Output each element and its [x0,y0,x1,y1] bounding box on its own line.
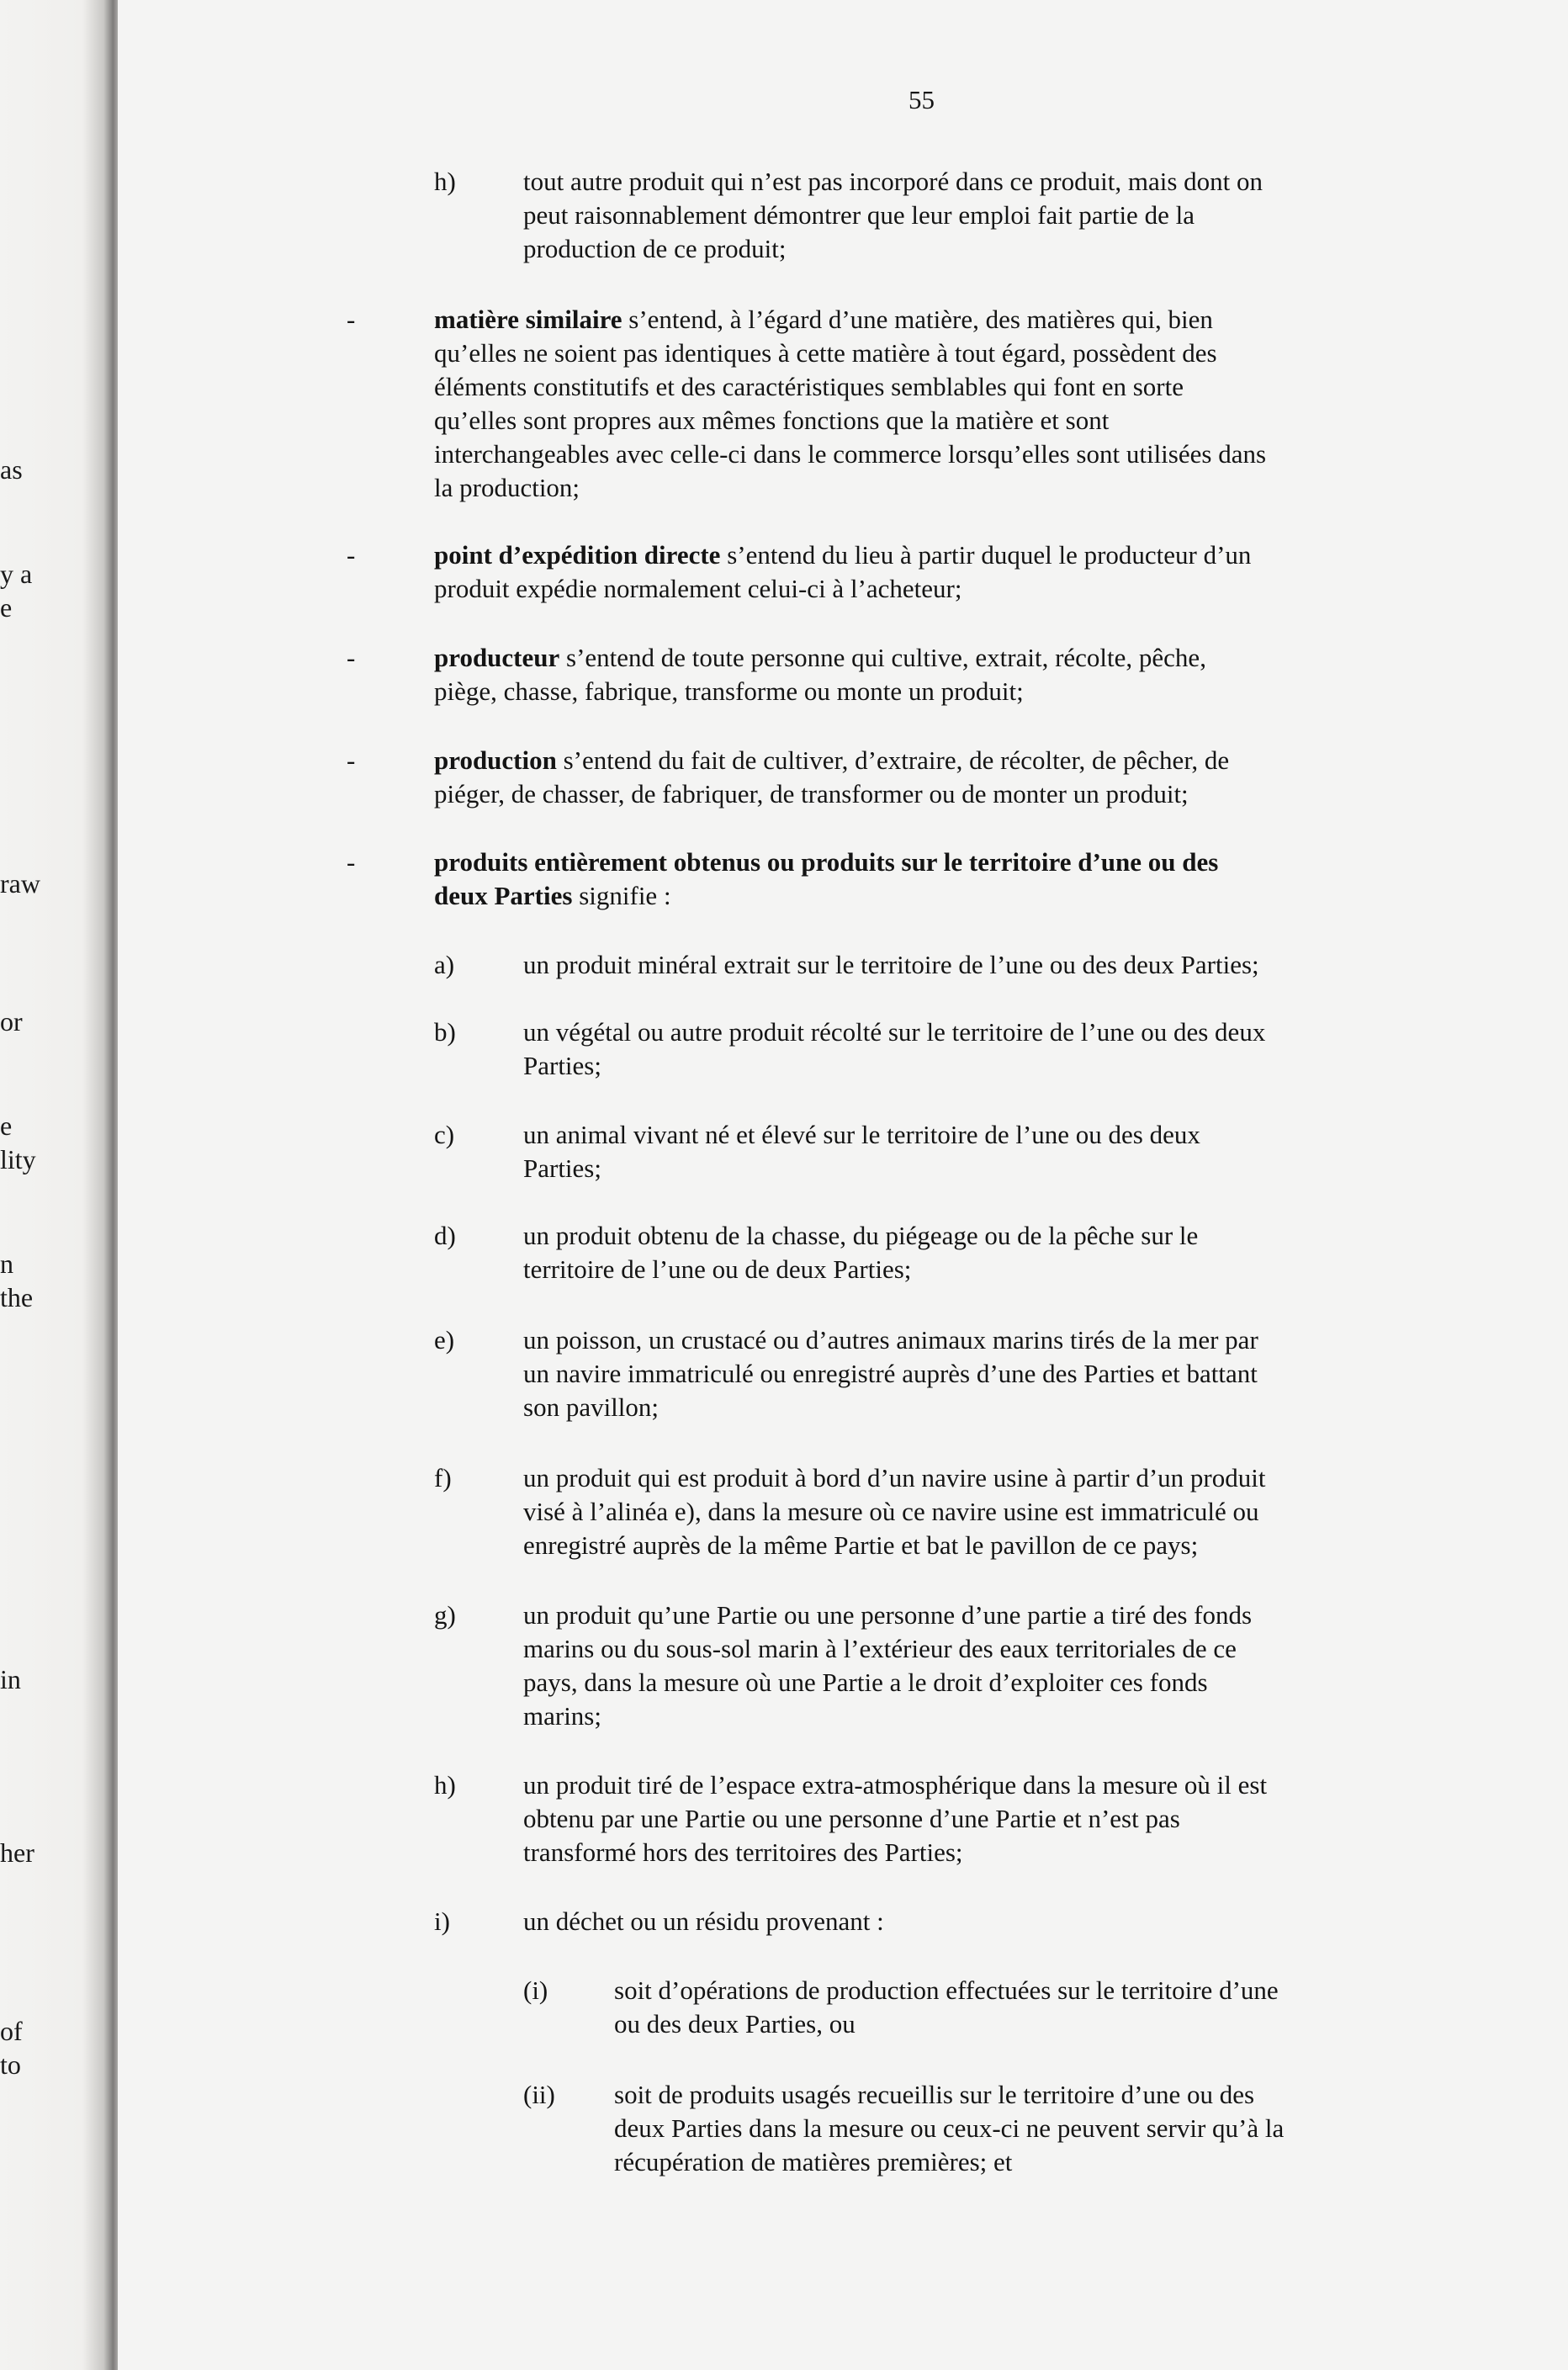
paragraph-item-e [523,1323,1258,1424]
text-line: un animal vivant né et élevé sur le territoire de l’une ou des deux [523,1120,1200,1149]
text-line: Parties; [523,1051,601,1080]
subparagraph-ii [614,2078,1284,2179]
defined-term: point d’expédition directe [434,540,721,570]
previous-page-text-fragment: of [0,2016,23,2046]
text-line: un produit obtenu de la chasse, du piégeage ou de la pêche sur le [523,1221,1199,1250]
defined-term: produits entièrement obtenus ou produits sur le territoire d’une ou des [434,847,1219,877]
previous-page-text-fragment: her [0,1837,34,1868]
item-marker: e) [434,1325,455,1355]
defined-term: producteur [434,643,560,672]
previous-page-text-fragment: e [0,1111,13,1141]
paragraph-item-a [523,948,1259,982]
previous-page-text-fragment: e [0,592,13,623]
dash-marker: - [347,643,356,672]
text-line: tout autre produit qui n’est pas incorporé dans ce produit, mais dont on [523,167,1263,196]
text-line: un produit qu’une Partie ou une personne d’une partie a tiré des fonds [523,1600,1253,1630]
page-number: 55 [908,85,935,114]
previous-page-text-fragment: lity [0,1144,36,1174]
subitem-marker: (ii) [523,2080,555,2109]
previous-page-edge [0,0,105,2370]
paragraph-item-f [523,1461,1265,1562]
text-line: deux Parties dans la mesure ou ceux-ci ne peuvent servir qu’à la [614,2113,1285,2143]
defined-term: deux Parties [434,881,573,910]
text-line: soit d’opérations de production effectuées sur le territoire d’une [614,1975,1279,2005]
definition-point-expedition [434,538,1251,606]
text-line: s’entend de toute personne qui cultive, extrait, récolte, pêche, [559,643,1206,672]
text-line: la production; [434,473,580,502]
text-line: qu’elles sont propres aux mêmes fonctions que la matière et sont [434,406,1110,435]
text-line: interchangeables avec celle-ci dans le commerce lorsqu’elles sont utilisées dans [434,439,1267,469]
definition-matiere-similaire [434,303,1266,505]
text-line: territoire de l’une ou de deux Parties; [523,1254,912,1284]
text-line: visé à l’alinéa e), dans la mesure où ce navire usine est immatriculé ou [523,1497,1259,1526]
previous-page-text-fragment: y a [0,559,33,589]
text-line: transformé hors des territoires des Parties; [523,1837,963,1867]
paragraph-item-g [523,1599,1252,1733]
text-line: récupération de matières premières; et [614,2147,1013,2176]
text-line: enregistré auprès de la même Partie et bat le pavillon de ce pays; [523,1530,1199,1560]
text-line: s’entend, à l’égard d’une matière, des matières qui, bien [622,305,1213,334]
dash-marker: - [347,847,356,877]
text-line: un déchet ou un résidu provenant : [523,1906,884,1936]
previous-page-text-fragment: or [0,1006,23,1037]
definition-producteur [434,641,1206,708]
dash-marker: - [347,745,356,775]
paragraph-item-i [523,1905,884,1938]
previous-page-text-fragment: as [0,454,23,485]
text-line: un navire immatriculé ou enregistré auprès d’une des Parties et battant [523,1359,1258,1388]
previous-page-text-fragment: to [0,2049,21,2080]
text-line: un végétal ou autre produit récolté sur le territoire de l’une ou des deux [523,1017,1266,1047]
document-page [118,0,1568,2370]
dash-marker: - [347,305,356,334]
text-line: pays, dans la mesure où une Partie a le droit d’exploiter ces fonds [523,1667,1208,1697]
text-line: s’entend du lieu à partir duquel le producteur d’un [720,540,1252,570]
text-line: un produit qui est produit à bord d’un navire usine à partir d’un produit [523,1463,1266,1493]
text-line: obtenu par une Partie ou une personne d’une Partie et n’est pas [523,1804,1180,1833]
text-line: soit de produits usagés recueillis sur le territoire d’une ou des [614,2080,1255,2109]
text-line: un produit minéral extrait sur le territoire de l’une ou des deux Parties; [523,950,1259,979]
text-line: un poisson, un crustacé ou d’autres animaux marins tirés de la mer par [523,1325,1258,1355]
paragraph-item-h [523,165,1263,266]
previous-page-text-fragment: the [0,1282,34,1312]
text-line: s’entend du fait de cultiver, d’extraire, de récolter, de pêcher, de [556,745,1230,775]
item-marker: b) [434,1017,456,1047]
text-line: ou des deux Parties, ou [614,2009,856,2039]
definition-production [434,744,1229,811]
previous-page-text-fragment: n [0,1249,13,1279]
text-line: signifie : [572,881,671,910]
paragraph-item-d [523,1219,1198,1286]
text-line: produit expédie normalement celui-ci à l’acheteur; [434,574,962,603]
text-line: piéger, de chasser, de fabriquer, de transformer ou de monter un produit; [434,779,1189,809]
text-line: éléments constitutifs et des caractéristiques semblables qui font en sorte [434,372,1184,401]
text-line: marins ou du sous-sol marin à l’extérieur des eaux territoriales de ce [523,1634,1237,1663]
definition-produits-entierement-obtenus [434,846,1218,913]
subparagraph-i [614,1974,1279,2041]
subitem-marker: (i) [523,1975,548,2005]
previous-page-text-fragment: raw [0,868,40,899]
item-marker: c) [434,1120,455,1149]
text-line: qu’elles ne soient pas identiques à cette matière à tout égard, possèdent des [434,338,1217,368]
item-marker: i) [434,1906,450,1936]
previous-page-text-fragment: in [0,1664,21,1694]
text-line: un produit tiré de l’espace extra-atmosphérique dans la mesure où il est [523,1770,1268,1800]
dash-marker: - [347,540,356,570]
text-line: peut raisonnablement démontrer que leur emploi fait partie de la [523,200,1195,230]
paragraph-item-c [523,1118,1200,1185]
defined-term: production [434,745,557,775]
text-line: son pavillon; [523,1392,660,1422]
item-marker: d) [434,1221,456,1250]
text-line: piège, chasse, fabrique, transforme ou monte un produit; [434,676,1024,706]
text-line: production de ce produit; [523,234,787,263]
item-marker: g) [434,1600,456,1630]
item-marker: a) [434,950,455,979]
paragraph-item-h2 [523,1768,1267,1869]
paragraph-item-b [523,1015,1265,1083]
text-line: Parties; [523,1153,601,1183]
item-marker: h) [434,1770,456,1800]
text-line: marins; [523,1701,601,1731]
item-marker: f) [434,1463,452,1493]
item-marker: h) [434,167,456,196]
defined-term: matière similaire [434,305,622,334]
